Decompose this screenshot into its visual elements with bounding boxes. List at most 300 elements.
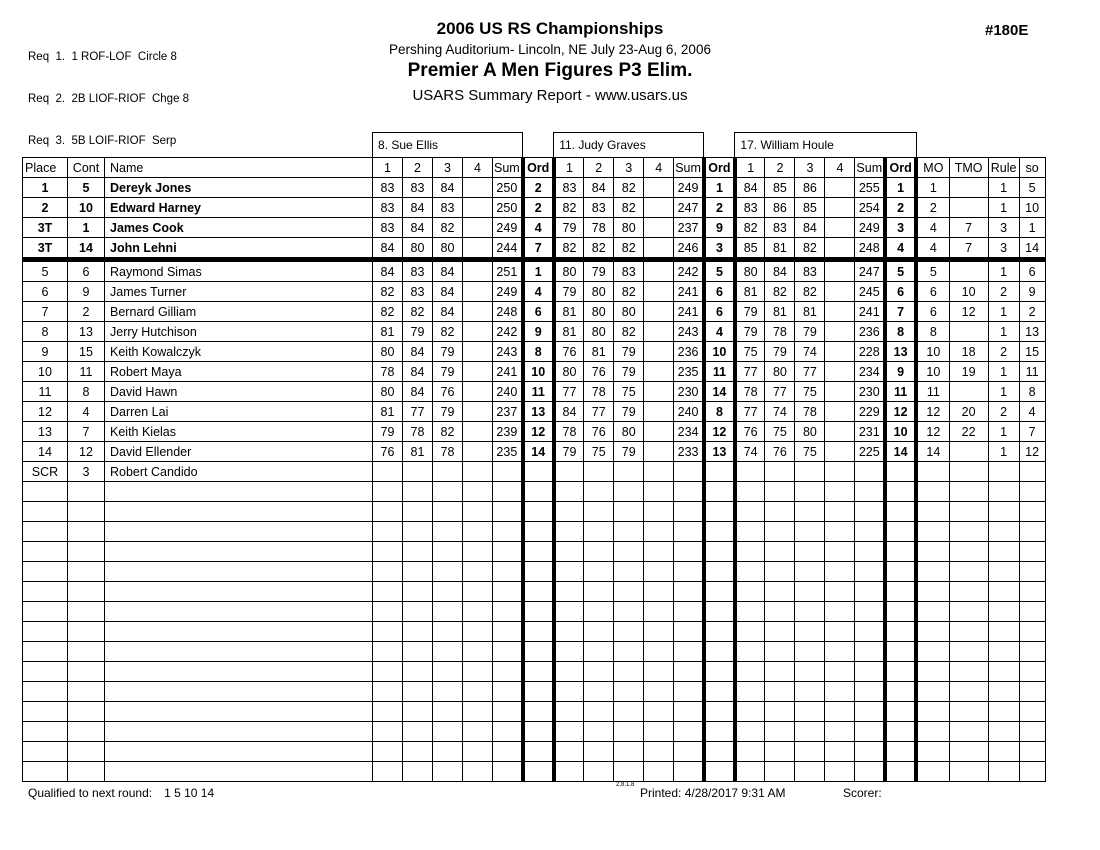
cell-score [855,482,885,502]
cell-score: 79 [614,402,644,422]
cell-score [855,542,885,562]
cell-ord [523,462,554,482]
cell-score [644,582,674,602]
cell-score: 84 [373,238,403,260]
judge-2-label: 11. Judy Graves [554,133,704,158]
cell-so: 2 [1019,302,1045,322]
header-trial-2: 2 [584,158,614,178]
header-trial-1: 1 [373,158,403,178]
cell-name [105,582,373,602]
cell-score [463,722,493,742]
cell-ord [885,622,916,642]
cell-place [23,722,68,742]
cell-score [463,342,493,362]
cell-score [825,762,855,782]
cell-name [105,762,373,782]
cell-score [735,682,765,702]
cell-cont [68,562,105,582]
cell-score: 79 [554,442,584,462]
header-ord: Ord [523,158,554,178]
cell-score [825,602,855,622]
cell-score [403,482,433,502]
cell-mo: 12 [916,422,949,442]
cell-score [644,238,674,260]
cell-ord [704,582,735,602]
cell-score: 78 [584,218,614,238]
cell-score: 82 [795,282,825,302]
cell-cont: 8 [68,382,105,402]
table-row [23,422,1046,442]
cell-ord [885,542,916,562]
cell-score: 249 [493,218,523,238]
cell-name [105,602,373,622]
cell-mo [916,722,949,742]
cell-score: 76 [433,382,463,402]
cell-score [584,642,614,662]
cell-score [765,742,795,762]
cell-score: 82 [614,322,644,342]
cell-ord: 9 [523,322,554,342]
cell-score [373,662,403,682]
cell-tmo [949,462,988,482]
cell-place [23,602,68,622]
cell-cont: 3 [68,462,105,482]
cell-rule [988,462,1019,482]
header-trial-2: 2 [765,158,795,178]
cell-ord [704,602,735,622]
cell-score: 83 [433,198,463,218]
cell-ord: 10 [523,362,554,382]
cell-score [554,502,584,522]
cell-score [674,602,704,622]
cell-score [614,542,644,562]
header-sum: Sum [674,158,704,178]
cell-name [105,502,373,522]
cell-name: Bernard Gilliam [105,302,373,322]
cell-score [554,662,584,682]
cell-score [373,462,403,482]
cell-score: 75 [795,382,825,402]
cell-score [584,582,614,602]
cell-score: 83 [403,260,433,282]
cell-score: 81 [735,282,765,302]
cell-name [105,482,373,502]
cell-tmo [949,482,988,502]
cell-rule: 1 [988,442,1019,462]
cell-rule [988,582,1019,602]
empty-row [23,682,1046,702]
cell-so [1019,642,1045,662]
requirement-line: Req 2. 2B LIOF-RIOF Chge 8 [28,93,190,105]
cell-cont: 1 [68,218,105,238]
cell-score: 225 [855,442,885,462]
cell-place: 11 [23,382,68,402]
cell-score: 74 [795,342,825,362]
cell-score: 82 [373,302,403,322]
cell-so [1019,682,1045,702]
cell-score: 85 [765,178,795,198]
cell-score: 82 [403,302,433,322]
judges-row-gap [523,133,554,158]
cell-score: 241 [855,302,885,322]
cell-score [373,482,403,502]
cell-score [614,462,644,482]
cell-cont [68,722,105,742]
cell-ord: 6 [885,282,916,302]
cell-score [463,682,493,702]
cell-name [105,722,373,742]
cell-score: 78 [584,382,614,402]
cell-tmo [949,178,988,198]
cell-score [403,762,433,782]
cell-cont [68,542,105,562]
cell-score [614,762,644,782]
empty-row [23,602,1046,622]
cell-score [855,702,885,722]
header-trial-1: 1 [554,158,584,178]
table-row [23,302,1046,322]
cell-score: 79 [765,342,795,362]
cell-score [463,522,493,542]
cell-score [735,742,765,762]
cell-score: 80 [554,362,584,382]
cell-mo [916,642,949,662]
cell-score [373,642,403,662]
cell-score [735,702,765,722]
cell-score [644,282,674,302]
cell-score [463,198,493,218]
cell-score [373,622,403,642]
cell-tmo: 7 [949,238,988,260]
cell-name: Robert Maya [105,362,373,382]
cell-score [795,702,825,722]
cell-score: 76 [584,422,614,442]
cell-rule: 1 [988,362,1019,382]
cell-so [1019,722,1045,742]
cell-score [584,722,614,742]
cell-score [463,382,493,402]
cell-score: 78 [433,442,463,462]
empty-row [23,762,1046,782]
cell-place [23,562,68,582]
cell-ord: 4 [704,322,735,342]
cell-place [23,762,68,782]
cell-score [373,542,403,562]
cell-score: 79 [795,322,825,342]
header-trial-2: 2 [403,158,433,178]
cell-score: 82 [433,218,463,238]
cell-score: 77 [584,402,614,422]
cell-score [614,502,644,522]
cell-score [674,462,704,482]
cell-rule [988,542,1019,562]
cell-score [614,682,644,702]
cell-ord [523,662,554,682]
cell-score [554,722,584,742]
header-trial-1: 1 [735,158,765,178]
cell-score [463,422,493,442]
cell-name: Darren Lai [105,402,373,422]
cell-name [105,522,373,542]
cell-ord [704,722,735,742]
header-trial-4: 4 [825,158,855,178]
cell-cont: 2 [68,302,105,322]
cell-ord [523,702,554,722]
cell-score: 80 [795,422,825,442]
cell-score [674,502,704,522]
table-row [23,382,1046,402]
cell-score [674,522,704,542]
cell-score [584,502,614,522]
cell-score [795,502,825,522]
cell-ord [885,702,916,722]
cell-ord: 14 [885,442,916,462]
header-cont: Cont [68,158,105,178]
cell-score [825,322,855,342]
cell-rule: 1 [988,198,1019,218]
cell-ord [523,642,554,662]
cell-score [373,742,403,762]
empty-row [23,642,1046,662]
cell-name: Dereyk Jones [105,178,373,198]
cell-tmo [949,682,988,702]
cell-score [433,542,463,562]
cell-score: 75 [735,342,765,362]
cell-score [825,662,855,682]
empty-row [23,522,1046,542]
cell-score [735,542,765,562]
cell-place [23,502,68,522]
cell-score: 80 [554,260,584,282]
cell-place [23,622,68,642]
cell-score [493,722,523,742]
cell-score [644,662,674,682]
empty-row [23,722,1046,742]
event-title: Premier A Men Figures P3 Elim. [407,60,693,81]
cell-score [855,762,885,782]
cell-ord [704,622,735,642]
cell-name: James Turner [105,282,373,302]
cell-ord [704,662,735,682]
table-row [23,218,1046,238]
cell-score [825,722,855,742]
cell-so [1019,542,1045,562]
cell-score: 83 [584,198,614,218]
cell-place [23,542,68,562]
cell-score [493,502,523,522]
cell-score: 80 [584,322,614,342]
cell-score [644,362,674,382]
cell-score [825,622,855,642]
cell-tmo: 19 [949,362,988,382]
cell-score [463,282,493,302]
cell-score [463,762,493,782]
table-row [23,462,1046,482]
header-place: Place [23,158,68,178]
cell-score [674,562,704,582]
cell-ord [885,462,916,482]
cell-score: 76 [584,362,614,382]
cell-score [433,522,463,542]
cell-mo: 4 [916,238,949,260]
cell-tmo: 22 [949,422,988,442]
cell-score [373,762,403,782]
cell-score: 80 [584,302,614,322]
cell-so: 7 [1019,422,1045,442]
cell-score [373,582,403,602]
cell-score: 240 [674,402,704,422]
cell-name: John Lehni [105,238,373,260]
cell-ord [885,602,916,622]
cell-score: 74 [735,442,765,462]
cell-tmo [949,602,988,622]
cell-score [554,742,584,762]
cell-tmo: 20 [949,402,988,422]
cell-score: 75 [795,442,825,462]
cell-score [584,522,614,542]
cell-score [825,442,855,462]
cell-mo: 10 [916,342,949,362]
cell-score: 82 [584,238,614,260]
cell-mo [916,762,949,782]
cell-ord [885,482,916,502]
cell-score [735,642,765,662]
cell-score: 230 [855,382,885,402]
cell-score: 236 [674,342,704,362]
cell-ord: 13 [885,342,916,362]
cell-score [463,582,493,602]
cell-mo [916,522,949,542]
scorer-label: Scorer: [843,786,882,800]
cell-score: 77 [735,402,765,422]
cell-tmo: 7 [949,218,988,238]
cell-score: 248 [493,302,523,322]
cell-ord: 13 [523,402,554,422]
cell-tmo: 18 [949,342,988,362]
cell-so: 1 [1019,218,1045,238]
cell-tmo [949,442,988,462]
cell-score: 77 [765,382,795,402]
judge-1-label: 8. Sue Ellis [373,133,523,158]
cell-score: 81 [554,302,584,322]
cell-score [795,562,825,582]
cell-score: 78 [795,402,825,422]
cell-rule [988,762,1019,782]
cell-rule [988,522,1019,542]
cell-score: 250 [493,178,523,198]
cell-score: 243 [493,342,523,362]
cell-score: 254 [855,198,885,218]
cell-mo [916,702,949,722]
cell-score: 83 [765,218,795,238]
cell-name [105,702,373,722]
cell-tmo [949,722,988,742]
cell-mo: 1 [916,178,949,198]
cell-tmo [949,642,988,662]
cell-tmo [949,562,988,582]
cell-score [644,342,674,362]
cell-mo [916,602,949,622]
cell-score [614,482,644,502]
cell-place: 9 [23,342,68,362]
cell-cont: 4 [68,402,105,422]
cell-ord [704,522,735,542]
cell-score: 83 [614,260,644,282]
cell-tmo [949,322,988,342]
cell-score [825,482,855,502]
cell-name [105,662,373,682]
cell-tmo [949,742,988,762]
cell-score: 82 [433,322,463,342]
cell-mo [916,462,949,482]
cell-cont [68,742,105,762]
cell-ord: 12 [523,422,554,442]
cell-score [584,562,614,582]
event-number: #180E [985,22,1029,39]
cell-score: 249 [855,218,885,238]
cell-score [373,522,403,542]
cell-score [493,462,523,482]
cell-tmo [949,382,988,402]
cell-score [795,682,825,702]
cell-ord: 5 [885,260,916,282]
cell-score: 82 [614,178,644,198]
cell-mo: 5 [916,260,949,282]
cell-place [23,642,68,662]
cell-place: 5 [23,260,68,282]
cell-score [493,742,523,762]
cell-score [644,682,674,702]
cell-name: Edward Harney [105,198,373,218]
cell-score [463,482,493,502]
cell-mo: 11 [916,382,949,402]
cell-score [855,682,885,702]
cell-score [403,622,433,642]
cell-score [735,462,765,482]
cell-so: 4 [1019,402,1045,422]
cell-score [825,562,855,582]
cell-mo: 12 [916,402,949,422]
cell-score [644,762,674,782]
cell-score [403,702,433,722]
cell-so [1019,562,1045,582]
cell-ord [885,762,916,782]
cell-score: 85 [795,198,825,218]
cell-score [584,682,614,702]
cell-rule [988,662,1019,682]
cell-so: 15 [1019,342,1045,362]
header-tmo: TMO [949,158,988,178]
cell-cont [68,762,105,782]
cell-rule [988,722,1019,742]
cell-cont: 7 [68,422,105,442]
cell-score [554,682,584,702]
header-sum: Sum [855,158,885,178]
cell-score [463,542,493,562]
header-row [23,158,1046,178]
cell-ord: 13 [704,442,735,462]
cell-score: 243 [674,322,704,342]
cell-mo [916,582,949,602]
cell-rule [988,502,1019,522]
cell-score [795,462,825,482]
cell-place: 14 [23,442,68,462]
cell-score [493,642,523,662]
cell-place: 10 [23,362,68,382]
cell-ord [704,542,735,562]
cell-score: 80 [584,282,614,302]
cell-rule [988,642,1019,662]
